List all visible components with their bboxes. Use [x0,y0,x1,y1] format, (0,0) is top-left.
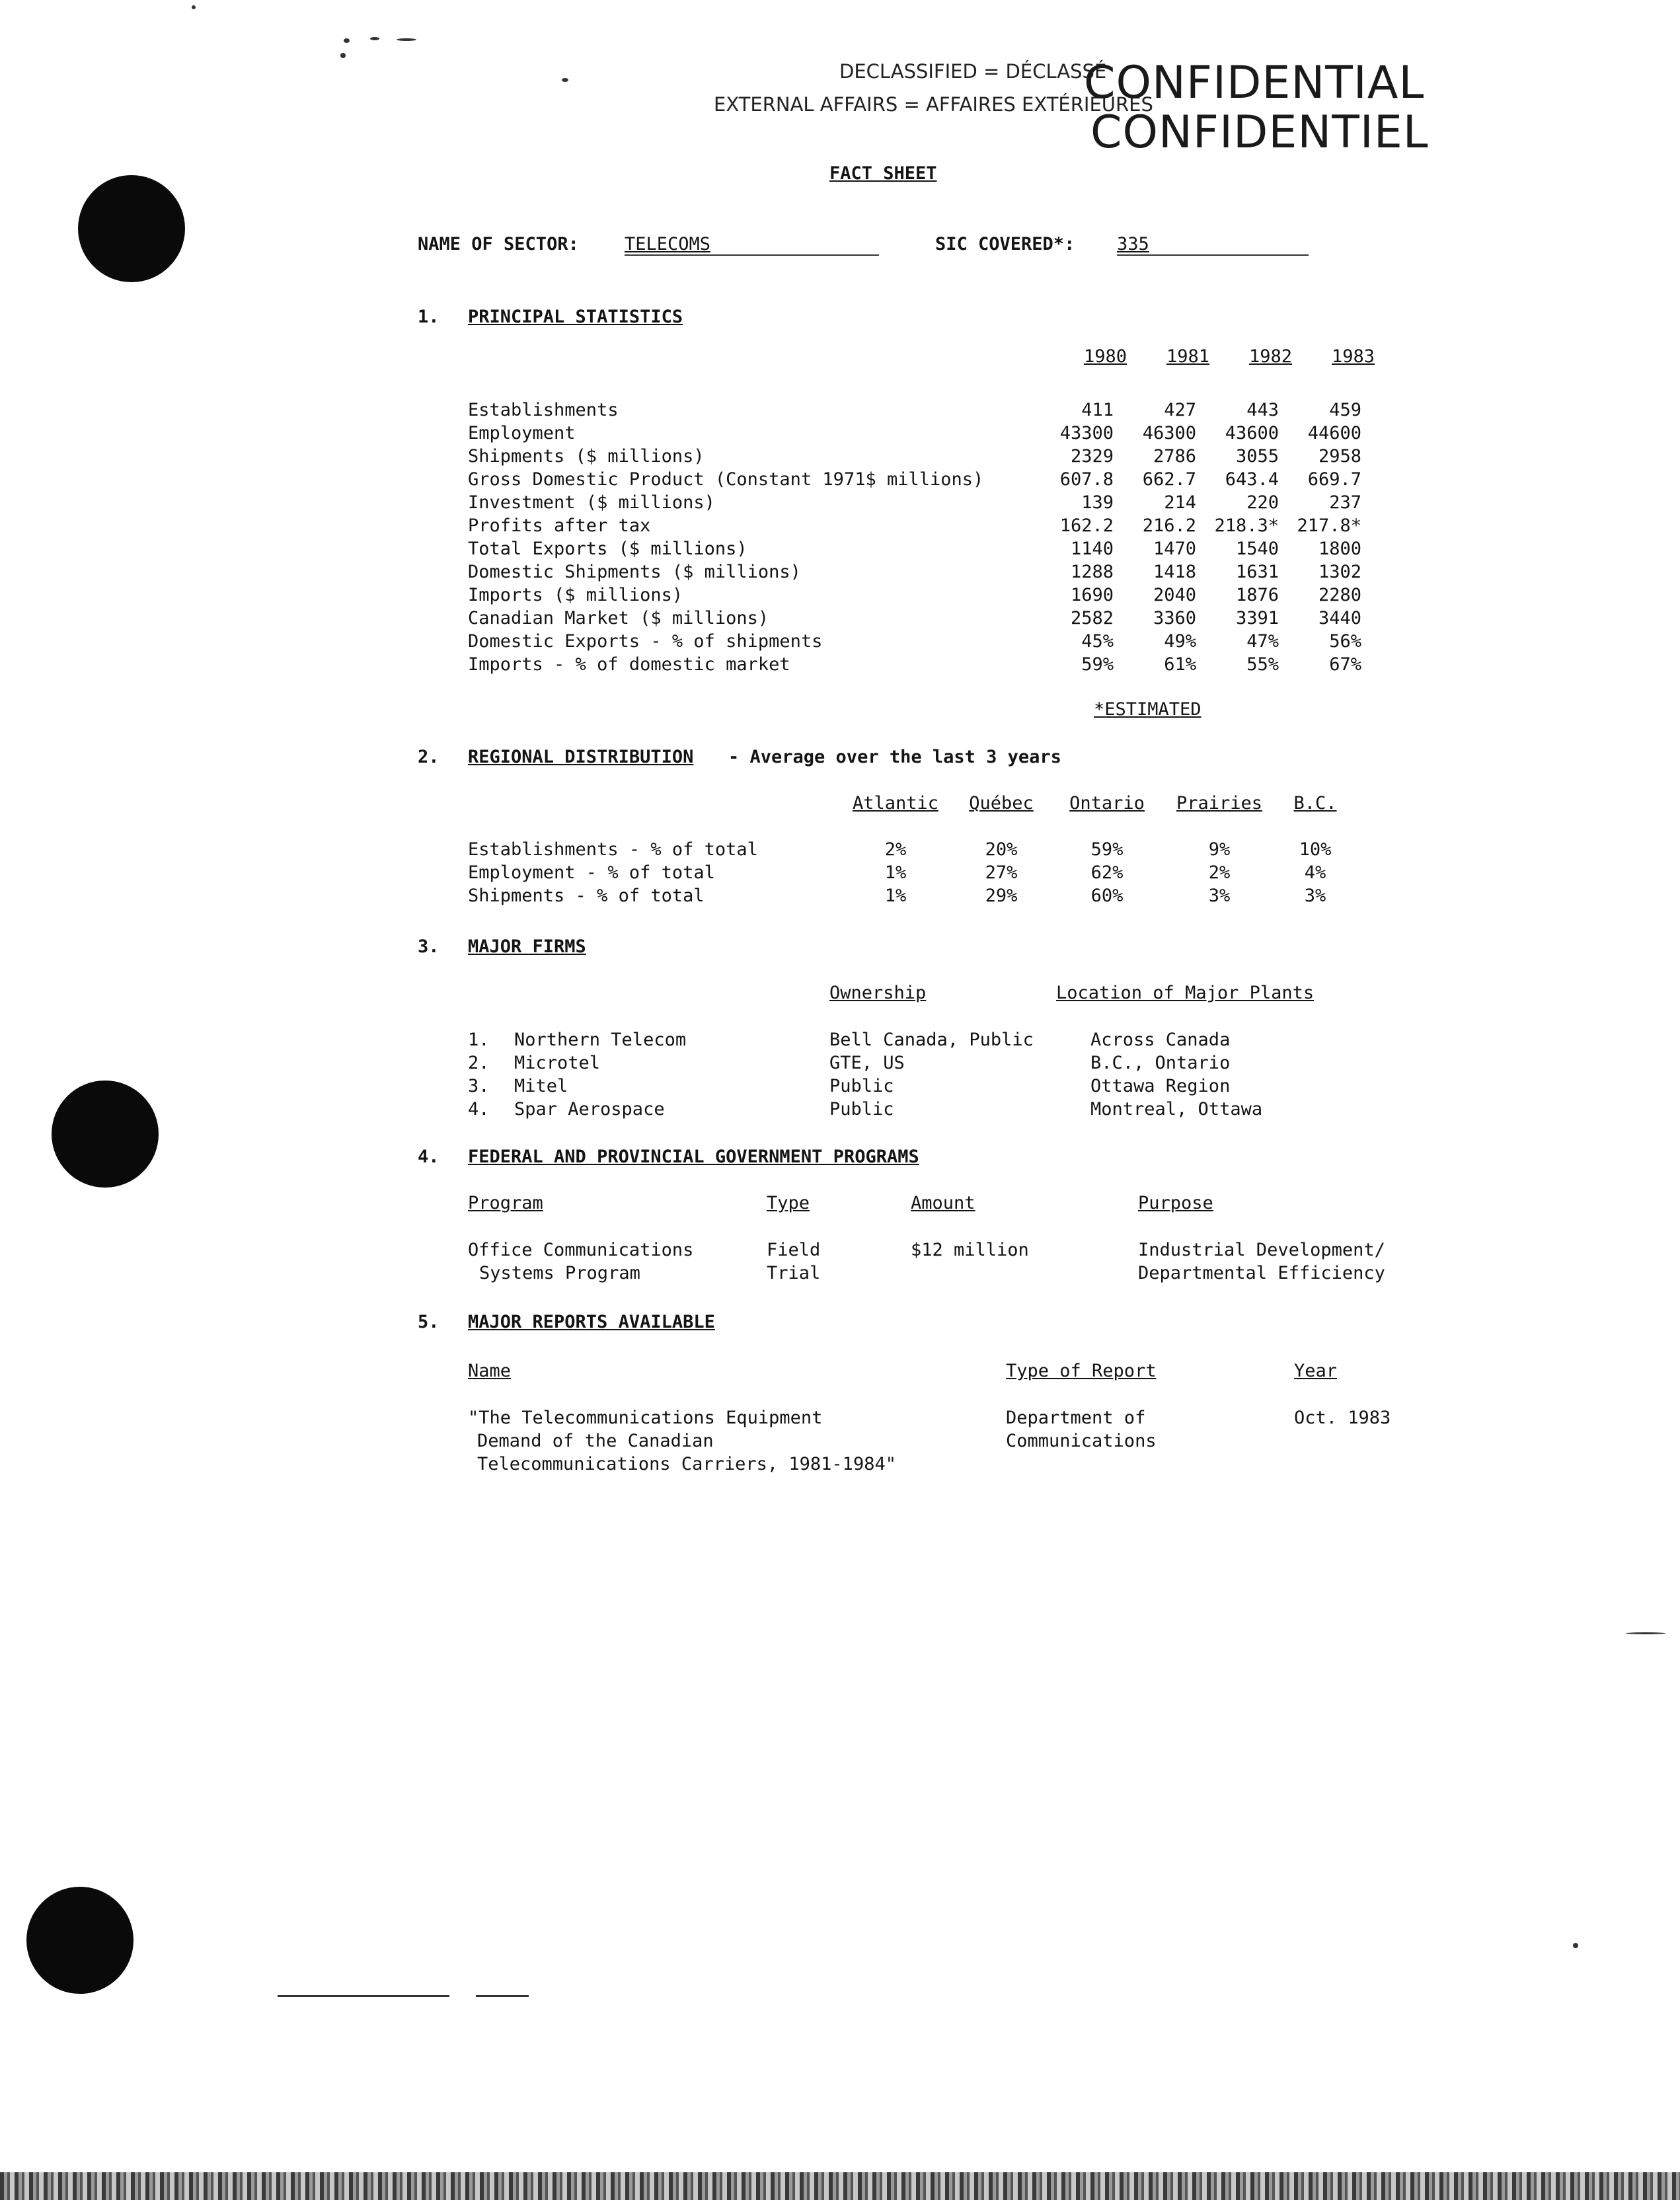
report-year: Oct. 1983 [1294,1408,1391,1428]
row-label: Total Exports ($ millions) [468,539,747,559]
row-value: 3440 [1318,608,1361,628]
row-value: 2280 [1318,585,1361,605]
row-value: 2% [1208,862,1231,883]
row-value: 218.3* [1214,515,1279,536]
row-value: 237 [1329,492,1361,513]
row-label: Profits after tax [468,515,651,536]
report-name-header: Name [468,1361,512,1381]
row-label: Investment ($ millions) [468,492,715,513]
confidential-stamp: CONFIDENTIAL [1084,57,1425,109]
row-value: 62% [1090,862,1124,883]
report-name: Demand of the Canadian [477,1431,714,1451]
punch-hole [52,1081,159,1188]
row-value: 139 [1081,492,1114,513]
row-value: 1% [884,862,907,883]
type-header: Type [767,1193,810,1213]
row-value: 20% [985,839,1018,860]
report-year-header: Year [1294,1361,1338,1381]
row-value: 1540 [1235,539,1279,559]
row-value: 1140 [1070,539,1114,559]
row-value: 1418 [1153,562,1196,582]
row-value: 607.8 [1059,469,1114,490]
firm-location: Across Canada [1090,1030,1231,1050]
amount-header: Amount [911,1193,975,1213]
row-value: 643.4 [1225,469,1279,490]
row-value: 2% [884,839,907,860]
section-1-title: PRINCIPAL STATISTICS [468,307,683,327]
section-2-number: 2. [418,747,439,767]
row-value: 216.2 [1142,515,1196,536]
year-header: 1983 [1331,346,1375,367]
firm-ownership: Bell Canada, Public [829,1030,1034,1050]
row-value: 1690 [1070,585,1114,605]
firm-number: 2. [468,1053,490,1073]
region-header: B.C. [1293,793,1337,814]
program-type: Trial [767,1263,821,1283]
row-label: Employment [468,423,576,443]
scan-speck [1573,1943,1578,1948]
row-value: 427 [1164,400,1196,420]
report-name: Telecommunications Carriers, 1981-1984" [477,1454,896,1474]
row-value: 61% [1164,654,1196,675]
row-value: 2329 [1070,446,1114,467]
scan-speck [370,37,379,40]
row-value: 162.2 [1059,515,1114,536]
purpose-header: Purpose [1138,1193,1213,1213]
firm-location: B.C., Ontario [1090,1053,1231,1073]
punch-hole [78,175,185,282]
year-header: 1981 [1166,346,1209,367]
row-value: 67% [1329,654,1361,675]
year-header: 1982 [1248,346,1292,367]
program-purpose: Departmental Efficiency [1138,1263,1385,1283]
firm-location: Ottawa Region [1090,1076,1231,1096]
row-value: 1631 [1235,562,1279,582]
row-value: 45% [1081,631,1114,652]
region-header: Prairies [1176,793,1263,814]
row-value: 669.7 [1307,469,1361,490]
row-value: 4% [1304,862,1326,883]
row-value: 43300 [1059,423,1114,443]
firm-number: 3. [468,1076,490,1096]
year-header: 1980 [1083,346,1127,367]
row-label: Imports - % of domestic market [468,654,790,675]
row-value: 1876 [1235,585,1279,605]
row-value: 2958 [1318,446,1361,467]
row-value: 9% [1208,839,1231,860]
row-value: 46300 [1142,423,1196,443]
row-value: 2040 [1153,585,1196,605]
row-label: Gross Domestic Product (Constant 1971$ millions) [468,469,984,490]
sic-label: SIC COVERED*: [935,234,1075,254]
row-value: 49% [1164,631,1196,652]
row-value: 3% [1208,886,1231,906]
row-value: 1% [884,886,907,906]
row-value: 1800 [1318,539,1361,559]
firm-location: Montreal, Ottawa [1090,1099,1263,1119]
row-label: Domestic Exports - % of shipments [468,631,823,652]
section-5-number: 5. [418,1312,439,1332]
row-value: 59% [1081,654,1114,675]
section-3-number: 3. [418,936,439,957]
section-5-title: MAJOR REPORTS AVAILABLE [468,1312,715,1332]
row-label: Establishments [468,400,619,420]
estimated-footnote: *ESTIMATED [1094,699,1202,720]
punch-hole [26,1887,134,1994]
row-value: 3391 [1235,608,1279,628]
declassified-stamp-line2: EXTERNAL AFFAIRS = AFFAIRES EXTÉRIEURES [714,93,1153,116]
sector-name-label: NAME OF SECTOR: [418,234,579,254]
firm-ownership: Public [829,1076,894,1096]
firm-number: 1. [468,1030,490,1050]
row-value: 2786 [1153,446,1196,467]
firm-name: Microtel [514,1053,601,1073]
firm-name: Spar Aerospace [514,1099,665,1119]
report-type: Department of [1006,1408,1146,1428]
report-type-header: Type of Report [1006,1361,1157,1381]
section-2-title: REGIONAL DISTRIBUTION [468,747,694,767]
row-label: Domestic Shipments ($ millions) [468,562,801,582]
scan-speck [562,78,568,82]
region-header: Québec [969,793,1034,814]
row-value: 29% [985,886,1018,906]
firm-ownership: Public [829,1099,894,1119]
row-value: 1470 [1153,539,1196,559]
sector-name-underline [625,254,879,256]
firm-name: Northern Telecom [514,1030,687,1050]
firm-ownership: GTE, US [829,1053,905,1073]
scan-speck [192,5,196,9]
scan-speck [397,38,416,41]
section-2-subtitle: - Average over the last 3 years [728,747,1061,767]
program-name: Systems Program [479,1263,640,1283]
confidentiel-stamp: CONFIDENTIEL [1090,106,1429,159]
row-value: 217.8* [1297,515,1361,536]
program-type: Field [767,1240,821,1260]
region-header: Ontario [1069,793,1145,814]
firm-name: Mitel [514,1076,568,1096]
program-header: Program [468,1193,543,1213]
row-value: 443 [1246,400,1279,420]
row-value: 662.7 [1142,469,1196,490]
row-value: 43600 [1225,423,1279,443]
region-header: Atlantic [852,793,939,814]
scan-speck [1626,1632,1665,1634]
scan-line [476,1995,529,1997]
sic-underline [1117,254,1309,256]
declassified-stamp-line1: DECLASSIFIED = DÉCLASSÉ [839,60,1107,83]
page-title: FACT SHEET [829,163,937,184]
row-label: Imports ($ millions) [468,585,683,605]
row-label: Establishments - % of total [468,839,758,860]
row-value: 55% [1246,654,1279,675]
row-value: 2582 [1070,608,1114,628]
firm-number: 4. [468,1099,490,1119]
report-type: Communications [1006,1431,1157,1451]
section-4-number: 4. [418,1147,439,1167]
scan-line [278,1995,449,1997]
scan-speck [344,38,350,43]
section-1-number: 1. [418,307,439,327]
row-value: 214 [1164,492,1196,513]
section-4-title: FEDERAL AND PROVINCIAL GOVERNMENT PROGRAMS [468,1147,919,1167]
row-label: Canadian Market ($ millions) [468,608,769,628]
ownership-header: Ownership [829,983,927,1003]
report-name: "The Telecommunications Equipment [468,1408,823,1428]
program-amount: $12 million [911,1240,1029,1260]
row-value: 44600 [1307,423,1361,443]
row-value: 1302 [1318,562,1361,582]
row-value: 220 [1246,492,1279,513]
row-value: 59% [1090,839,1124,860]
row-value: 56% [1329,631,1361,652]
scan-edge [0,2172,1680,2200]
row-value: 10% [1299,839,1332,860]
row-value: 3055 [1235,446,1279,467]
row-label: Shipments ($ millions) [468,446,705,467]
row-value: 3% [1304,886,1326,906]
row-value: 60% [1090,886,1124,906]
section-3-title: MAJOR FIRMS [468,936,586,957]
row-value: 459 [1329,400,1361,420]
sector-name-value: TELECOMS [625,234,711,254]
program-purpose: Industrial Development/ [1138,1240,1385,1260]
row-value: 47% [1246,631,1279,652]
program-name: Office Communications [468,1240,694,1260]
row-value: 27% [985,862,1018,883]
scan-speck [340,53,346,58]
sic-value: 335 [1117,234,1149,254]
location-header: Location of Major Plants [1056,983,1315,1003]
row-value: 1288 [1070,562,1114,582]
row-label: Employment - % of total [468,862,715,883]
row-value: 411 [1081,400,1114,420]
row-value: 3360 [1153,608,1196,628]
row-label: Shipments - % of total [468,886,705,906]
